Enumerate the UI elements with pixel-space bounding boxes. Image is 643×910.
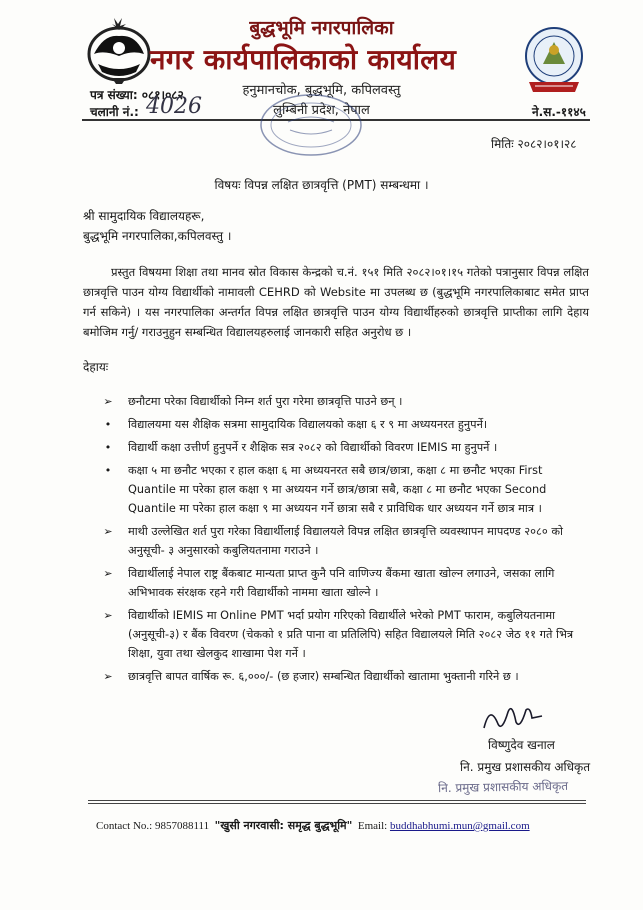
list-item [100, 606, 592, 663]
footer [96, 818, 530, 833]
nepal-sambat-year: ने.स.-११४५ [532, 105, 586, 119]
recipient-line-1: श्री सामुदायिक विद्यालयहरू, [83, 209, 205, 223]
chalani-number: 4026 [146, 94, 202, 119]
list-item-text: विद्यालयमा यस शैक्षिक सत्रमा सामुदायिक विद्यालयको कक्षा ६ र ९ मा अध्ययनरत हुनुपर्ने। [128, 418, 488, 431]
bullet-icon: • [104, 441, 112, 454]
list-item-text: छनौटमा परेका विद्यार्थीको निम्न शर्त पुरा गरेमा छात्रवृत्ति पाउने छन् । [128, 395, 403, 408]
patra-sankhya: पत्र संख्या: ०८१।०८२ [90, 88, 184, 102]
body-paragraph: प्रस्तुत विषयमा शिक्षा तथा मानव स्रोत विकास केन्द्रको च.नं. १५१ मिति २०८२।०१।१५ गतेको पत्रानुसार विपन्न लक्षित छात्रवृत्ति पाउन योग्य विद्यार्थीको नामावली CEHRD को Website मा उपलब्ध छ (बुद्धभूमि नगरपालिकाबाट समेत प्राप्त गर्न सकिने) । यस नगरपालिका अन्तर्गत विपन्न लक्षित छात्रवृत्ति पाउन योग्य विद्यार्थीहरुको छात्रवृत्ति प्राप्तीका लागि देहाय बमोजिम गर्नु/ गराउनुहुन सम्बन्धित विद्यालयहरुलाई जानकारी सहित अनुरोध छ । [83, 265, 589, 339]
list-item [100, 415, 592, 434]
list-item [100, 522, 592, 560]
signatory-name: विष्णुदेव खनाल [488, 738, 555, 752]
letter-subject: विषयः विपन्न लक्षित छात्रवृत्ति (PMT) सम्बन्धमा । [214, 178, 429, 192]
letter-date: मितिः २०८२।०१।२८ [491, 137, 577, 151]
designation-stamp: नि. प्रमुख प्रशासकीय अधिकृत [437, 778, 569, 796]
bullet-icon: • [104, 464, 112, 477]
email-link[interactable]: buddhabhumi.mun@gmail.com [389, 820, 530, 832]
dehay-label: देहायः [83, 360, 109, 374]
list-item [100, 461, 592, 518]
contact-number: Contact No.: 9857088111 [96, 820, 210, 832]
bullet-icon: ➢ [103, 525, 113, 538]
office-title: नगर कार्यपालिकाको कार्यालय [150, 43, 457, 76]
list-item [100, 438, 592, 457]
list-item [100, 564, 592, 602]
bullet-icon: ➢ [103, 609, 113, 622]
list-item [100, 667, 592, 686]
footer-divider [88, 800, 586, 801]
footer-divider [88, 803, 586, 804]
address-line-2: लुम्बिनी प्रदेश, नेपाल [273, 103, 370, 118]
bullet-icon: ➢ [103, 670, 113, 683]
signatory-title: नि. प्रमुख प्रशासकीय अधिकृत [460, 760, 591, 774]
conditions-list [100, 392, 592, 690]
list-item-text: विद्यार्थीलाई नेपाल राष्ट्र बैंकबाट मान्यता प्राप्त कुनै पनि वाणिज्य बैंकमा खाता खोल्न लगाउने, जसका लागि अभिभावक संरक्षक रहने गरी विद्यार्थीको नाममा खाता खोल्ने । [128, 567, 555, 599]
municipality-name: बुद्धभूमि नगरपालिका [249, 17, 394, 39]
bullet-icon: • [104, 418, 112, 431]
list-item-text: कक्षा ५ मा छनौट भएका र हाल कक्षा ६ मा अध्ययनरत सबै छात्र/छात्रा, कक्षा ८ मा छनौट भएका First Quantile मा परेका हाल कक्षा ९ मा अध्ययन गर्ने छात्र/छात्रा सबै, कक्षा ८ मा छनौट भएका Second Quantile मा परेका हाल कक्षा ९ मा अध्ययन गर्ने छात्रा सबै र प्राविधिक धार अध्ययन गर्ने छात्र मात्र । [128, 464, 547, 515]
chalani-label: चलानी नं.: [90, 105, 139, 119]
official-stamp [258, 92, 364, 158]
address-line-1: हनुमानचोक, बुद्धभूमि, कपिलवस्तु [242, 83, 401, 98]
list-item-text: माथी उल्लेखित शर्त पुरा गरेका विद्यार्थीलाई विद्यालयले विपन्न लक्षित छात्रवृत्ति व्यवस्थापन मापदण्ड २०८० को अनुसूची- ३ अनुसारको कबुलियतनामा गराउने । [128, 525, 563, 557]
email-label: Email: [357, 820, 388, 832]
list-item-text: विद्यार्थीको IEMIS मा Online PMT भर्दा प्रयोग गरिएको विद्यार्थीले भरेको PMT फाराम, कबुलियतनामा (अनुसूची-३) र बैंक विवरण (चेकको १ प्रति पाना वा प्रतिलिपि) सहित विद्यालयले मिति २०८२ जेठ ११ गते भित्र शिक्षा, युवा तथा खेलकुद शाखामा पेश गर्ने । [128, 609, 574, 660]
list-item-text: विद्यार्थी कक्षा उत्तीर्ण हुनुपर्ने र शैक्षिक सत्र २०८२ को विद्यार्थीको विवरण IEMIS मा हुनुपर्ने । [128, 441, 498, 454]
recipient-line-2: बुद्धभूमि नगरपालिका,कपिलवस्तु । [83, 229, 232, 243]
bullet-icon: ➢ [103, 395, 113, 408]
list-item-text: छात्रवृत्ति बापत वार्षिक रू. ६,०००/- (छ हजार) सम्बन्धित विद्यार्थीको खातामा भुक्तानी गरिने छ । [128, 670, 519, 683]
list-item [100, 392, 592, 411]
footer-slogan: "खुसी नगरवासी: समृद्ध बुद्धभूमि" [214, 819, 353, 832]
signature-scribble [480, 698, 546, 736]
bullet-icon: ➢ [103, 567, 113, 580]
